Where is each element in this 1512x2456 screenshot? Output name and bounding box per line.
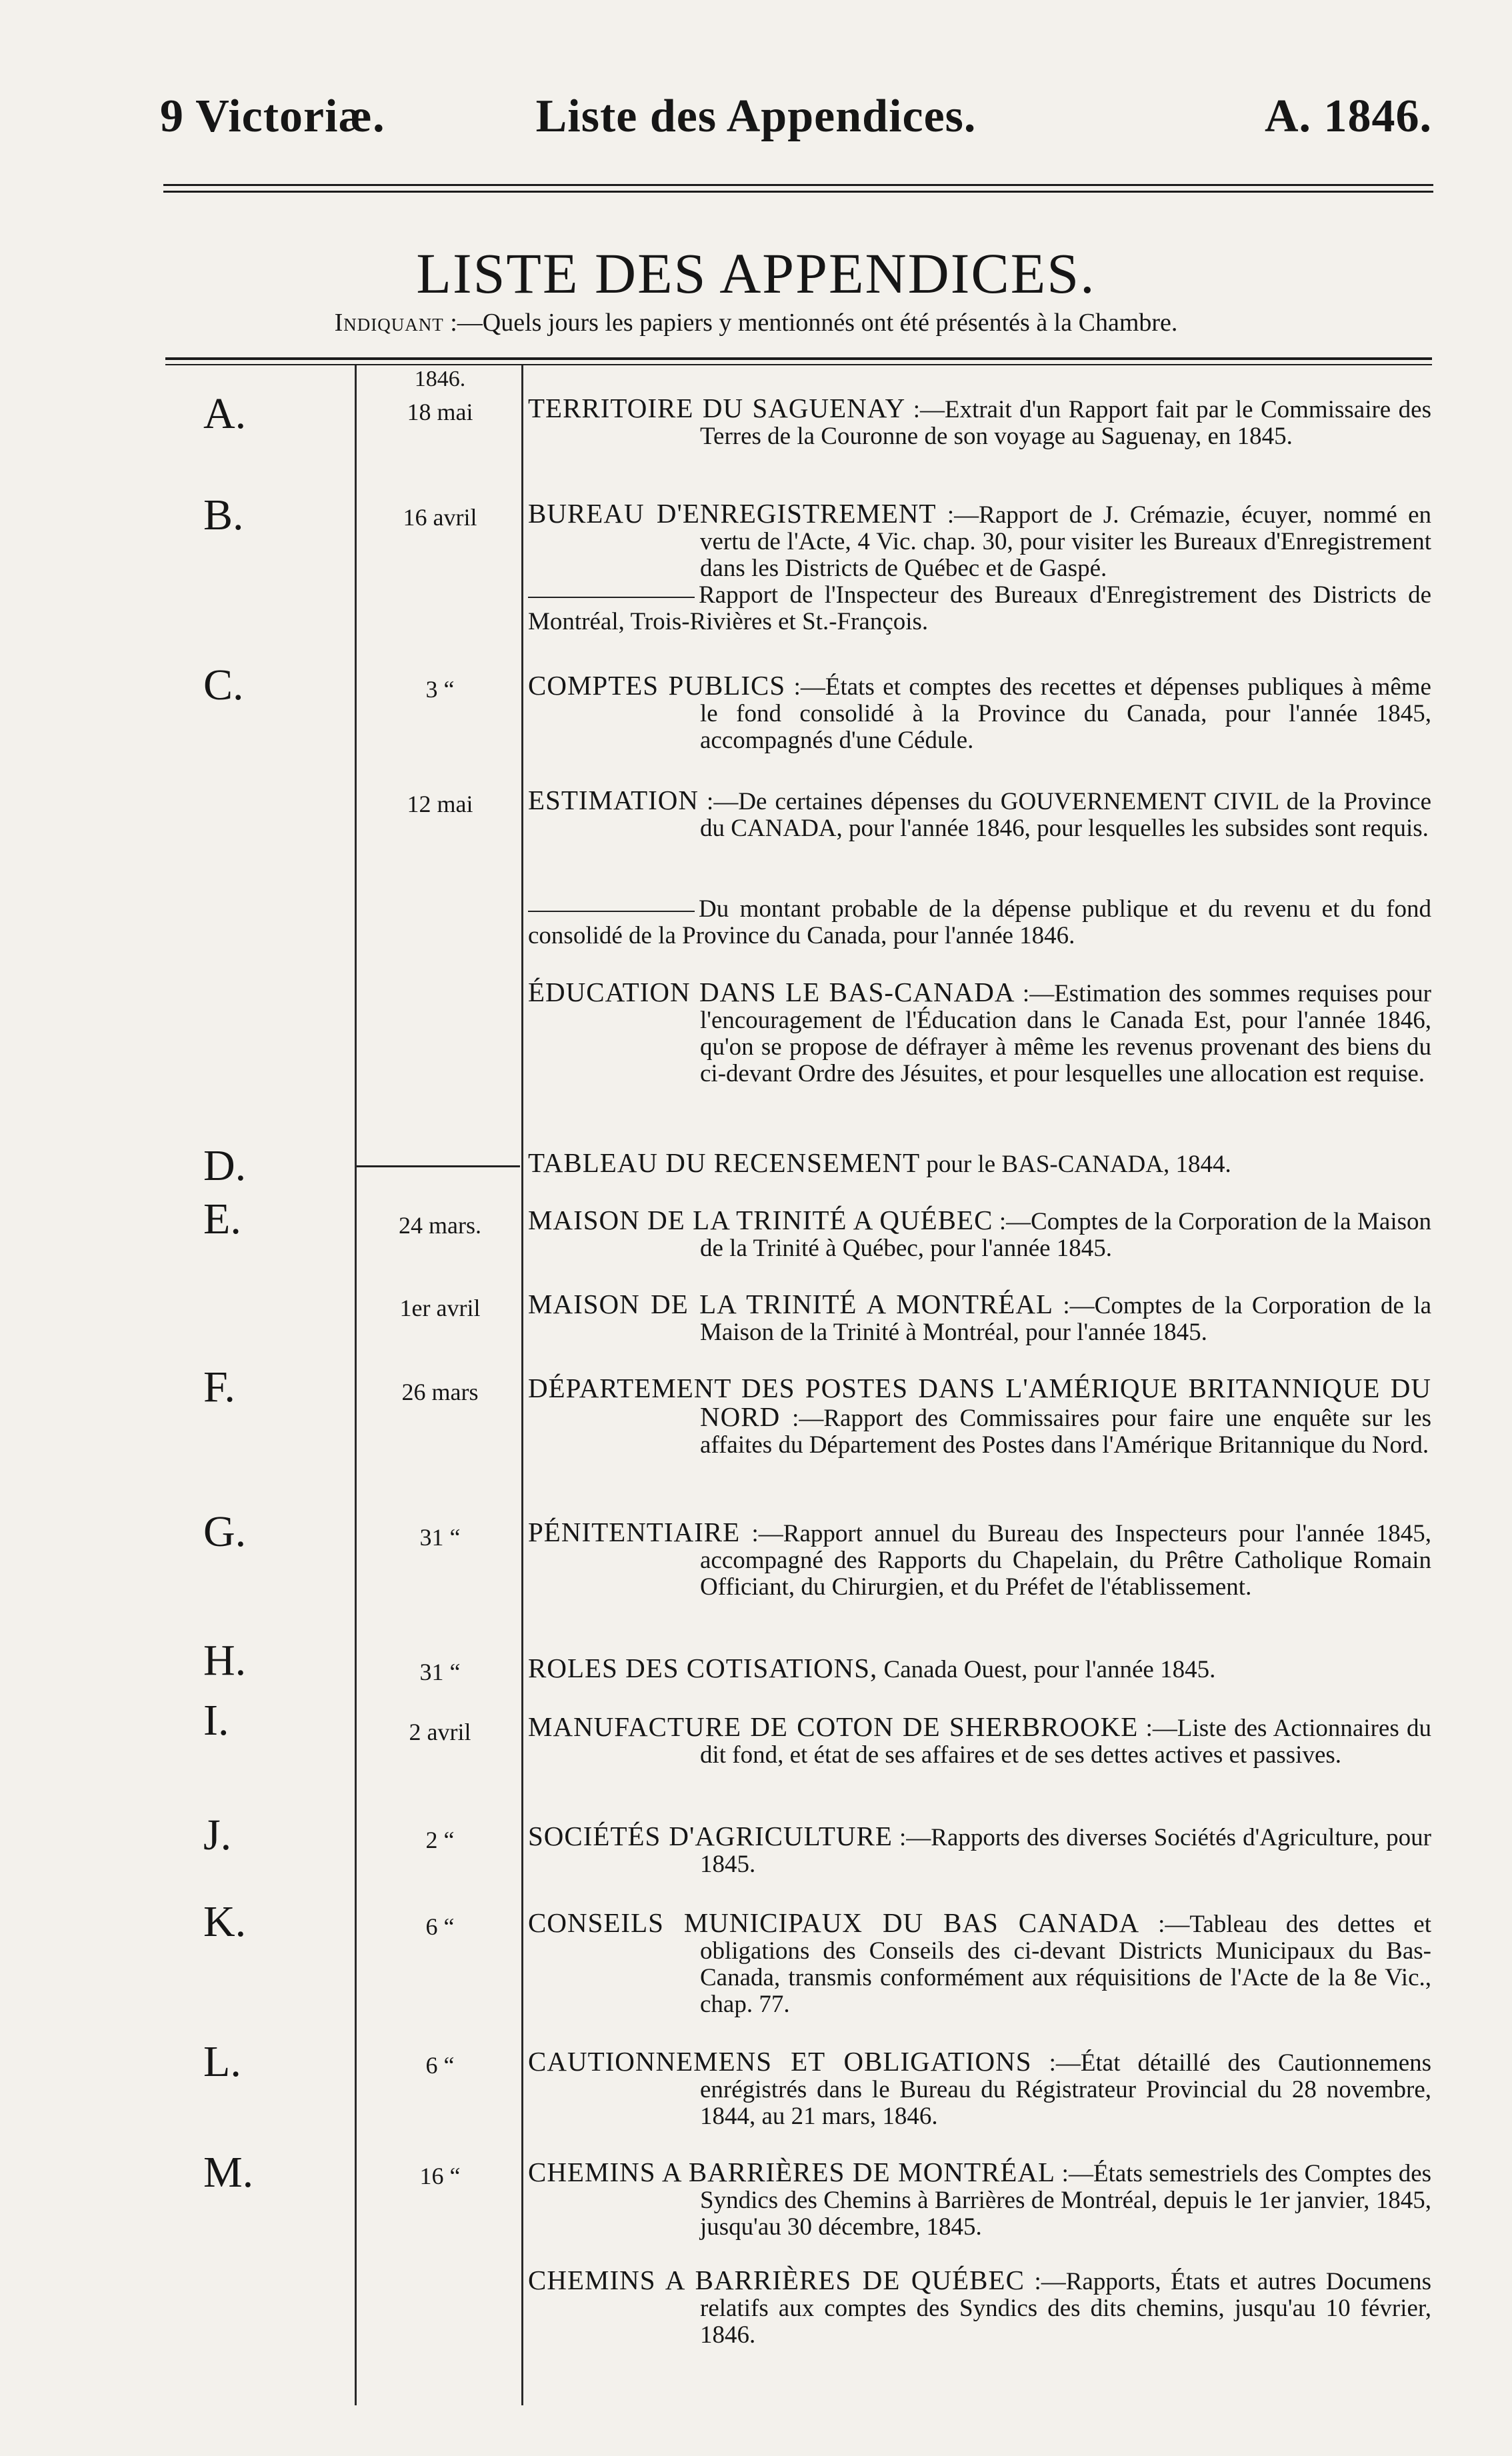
appendix-letter: I.: [203, 1696, 229, 1745]
presentation-date: 6 “: [425, 1913, 455, 1940]
entry-text: :—Comptes de la Corporation de la Maison de la Trinité à Québec, pour l'année 1845.: [700, 1208, 1432, 1262]
appendix-entry: [528, 1519, 1431, 1601]
appendix-entry: [528, 672, 1431, 754]
presentation-date: 31 “: [419, 1659, 461, 1685]
appendix-entry: [528, 395, 1431, 450]
entry-heading: DÉPARTEMENT DES POSTES DANS L'AMÉRIQUE BRITANNIQUE DU NORD: [528, 1373, 1431, 1432]
presentation-date: 1er avril: [399, 1295, 481, 1321]
entry-subtext: Du montant probable de la dépense publique et du revenu et du fond consolidé de la Province du Canada, pour l'année 1846.: [528, 895, 1431, 949]
entry-text: :—Liste des Actionnaires du dit fond, et état de ses affaires et de ses dettes actives et passives.: [700, 1715, 1431, 1769]
entry-text: :—De certaines dépenses du GOUVERNEMENT CIVIL de la Province du CANADA, pour l'année 1846, pour lesquelles les subsides sont requis.: [700, 788, 1432, 842]
appendix-letter: A.: [203, 389, 247, 438]
entry-text: :—Rapport annuel du Bureau des Inspecteurs pour l'année 1845, accompagné des Rapports du Chapelain, du Prêtre Catholique Romain Officiant, du Chirurgien, et du Préfet de l'établissement.: [700, 1520, 1432, 1601]
appendix-entry: [528, 1909, 1431, 2018]
presentation-date: 6 “: [425, 2052, 455, 2079]
appendix-entry: [528, 787, 1431, 842]
year-label: 1846.: [414, 367, 466, 391]
entry-text: :—Tableau des dettes et obligations des Conseils des ci-devant Districts Municipaux du Bas-Canada, transmis conformément aux réquisitions de l'Acte de la 8e Vic., chap. 77.: [700, 1911, 1432, 2018]
table-rule-top: [165, 357, 1432, 360]
entry-heading: MANUFACTURE DE COTON DE SHERBROOKE: [528, 1711, 1139, 1742]
appendix-letter: K.: [203, 1897, 247, 1946]
presentation-date: 3 “: [425, 676, 455, 703]
appendix-entry: [528, 2048, 1431, 2130]
appendix-letter: J.: [203, 1811, 232, 1859]
entry-heading: MAISON DE LA TRINITÉ A QUÉBEC: [528, 1205, 993, 1235]
appendix-letter: B.: [203, 491, 244, 539]
entry-text: Canada Ouest, pour l'année 1845.: [883, 1656, 1216, 1683]
presentation-date: 2 “: [425, 1827, 455, 1853]
entry-text: :—Estimation des sommes requises pour l'encouragement de l'Éducation dans le Canada Est, pour l'année 1846, qu'on se propose de défrayer à même les revenus provenant des biens du ci-devant Ordre des Jésuites, et pour lesquelles une allocation est requise.: [700, 980, 1431, 1087]
appendix-entry: [528, 896, 1431, 949]
presentation-date: 26 mars: [401, 1379, 479, 1405]
appendix-letter: G.: [203, 1507, 247, 1556]
running-header: [0, 90, 1512, 150]
appendix-entry: [528, 1149, 1431, 1178]
entry-heading: MAISON DE LA TRINITÉ A MONTRÉAL: [528, 1289, 1054, 1319]
entry-heading: PÉNITENTIAIRE: [528, 1517, 741, 1547]
entry-heading: ROLES DES COTISATIONS,: [528, 1653, 878, 1683]
entry-text: :—États semestriels des Comptes des Syndics des Chemins à Barrières de Montréal, depuis le 1er janvier, 1845, jusqu'au 30 décembre, 1845.: [700, 2160, 1432, 2241]
appendix-entry: [528, 1375, 1431, 1459]
ditto-dash: [528, 911, 695, 912]
entry-heading: ÉDUCATION DANS LE BAS-CANADA: [528, 977, 1015, 1007]
presentation-date: 31 “: [419, 1524, 461, 1551]
appendix-letter: M.: [203, 2148, 254, 2197]
entry-subtext: Rapport de l'Inspecteur des Bureaux d'Enregistrement des Districts de Montréal, Trois-Rivières et St.-François.: [528, 581, 1431, 635]
entry-heading: TERRITOIRE DU SAGUENAY: [528, 393, 906, 423]
appendix-letter: C.: [203, 661, 244, 709]
entry-heading: COMPTES PUBLICS: [528, 670, 786, 701]
entry-text: :—États et comptes des recettes et dépenses publiques à même le fond consolidé à la Province du Canada, pour l'année 1845, accompagnés d'une Cédule.: [700, 673, 1431, 754]
entry-text: :—Rapports, États et autres Documens relatifs aux comptes des Syndics des dits chemins, jusqu'au 10 février, 1846.: [700, 2268, 1431, 2349]
appendix-entry: [528, 1655, 1431, 1683]
appendix-letter: F.: [203, 1363, 235, 1411]
entry-text: :—Comptes de la Corporation de la Maison de la Trinité à Montréal, pour l'année 1845.: [700, 1292, 1431, 1346]
entry-text: :—Extrait d'un Rapport fait par le Commissaire des Terres de la Couronne de son voyage au Saguenay, en 1845.: [700, 396, 1431, 450]
subtitle-lead: Indiquant: [334, 309, 444, 337]
presentation-date: 16 avril: [403, 504, 477, 531]
entry-text: :—Rapports des diverses Sociétés d'Agriculture, pour 1845.: [700, 1824, 1432, 1878]
ditto-dash: [528, 597, 695, 598]
appendix-entry: [528, 1823, 1431, 1878]
subtitle-text: :—Quels jours les papiers y mentionnés ont été présentés à la Chambre.: [450, 309, 1178, 337]
appendix-entry: [528, 1291, 1431, 1346]
appendix-letter: H.: [203, 1636, 247, 1685]
appendix-entry: [528, 2267, 1431, 2349]
entry-text: pour le BAS-CANADA, 1844.: [926, 1151, 1231, 1178]
page-subtitle: [0, 308, 1512, 337]
appendix-entry: [528, 979, 1431, 1087]
presentation-date: 2 avril: [409, 1719, 471, 1745]
column-divider-right: [521, 365, 523, 2405]
appendix-entry: [528, 1713, 1431, 1769]
column-divider-left: [355, 365, 357, 2405]
entry-text: :—Rapport des Commissaires pour faire une enquête sur les affaites du Département des Postes dans l'Amérique Britannique du Nord.: [700, 1405, 1432, 1459]
header-rule-bottom: [163, 191, 1433, 193]
appendix-letter: L.: [203, 2037, 241, 2086]
page-title: LISTE DES APPENDICES.: [416, 241, 1096, 305]
entry-heading: CAUTIONNEMENS ET OBLIGATIONS: [528, 2046, 1032, 2077]
entry-text: :—État détaillé des Cautionnemens enrégistrés dans le Bureau du Régistrateur Provincial du 28 novembre, 1844, au 21 mars, 1846.: [700, 2049, 1432, 2130]
header-rule-top: [163, 184, 1433, 186]
entry-heading: CONSEILS MUNICIPAUX DU BAS CANADA: [528, 1907, 1140, 1938]
appendix-letter: E.: [203, 1195, 241, 1243]
entry-heading: BUREAU D'ENREGISTREMENT: [528, 498, 937, 529]
date-dash: [357, 1165, 520, 1167]
appendix-entry: [528, 2159, 1431, 2241]
appendix-letter: D.: [203, 1141, 247, 1190]
presentation-date: 18 mai: [407, 399, 473, 425]
presentation-date: 12 mai: [407, 791, 473, 817]
appendix-entry: [528, 1207, 1431, 1262]
entry-heading: CHEMINS A BARRIÈRES DE QUÉBEC: [528, 2265, 1025, 2295]
entry-heading: CHEMINS A BARRIÈRES DE MONTRÉAL: [528, 2157, 1056, 2187]
presentation-date: 24 mars.: [399, 1212, 481, 1239]
header-title: Liste des Appendices.: [535, 91, 977, 142]
entry-text: :—Rapport de J. Crémazie, écuyer, nommé en vertu de l'Acte, 4 Vic. chap. 30, pour visiter les Bureaux d'Enregistrement dans les Districts de Québec et de Gaspé.: [700, 501, 1431, 582]
header-session-year: A. 1846.: [1264, 91, 1432, 142]
appendix-entry: [528, 500, 1431, 635]
entry-heading: SOCIÉTÉS D'AGRICULTURE: [528, 1821, 893, 1851]
header-regnal-year: 9 Victoriæ.: [160, 91, 385, 142]
entry-heading: TABLEAU DU RECENSEMENT: [528, 1147, 921, 1178]
entry-heading: ESTIMATION: [528, 785, 699, 815]
presentation-date: 16 “: [419, 2163, 461, 2189]
